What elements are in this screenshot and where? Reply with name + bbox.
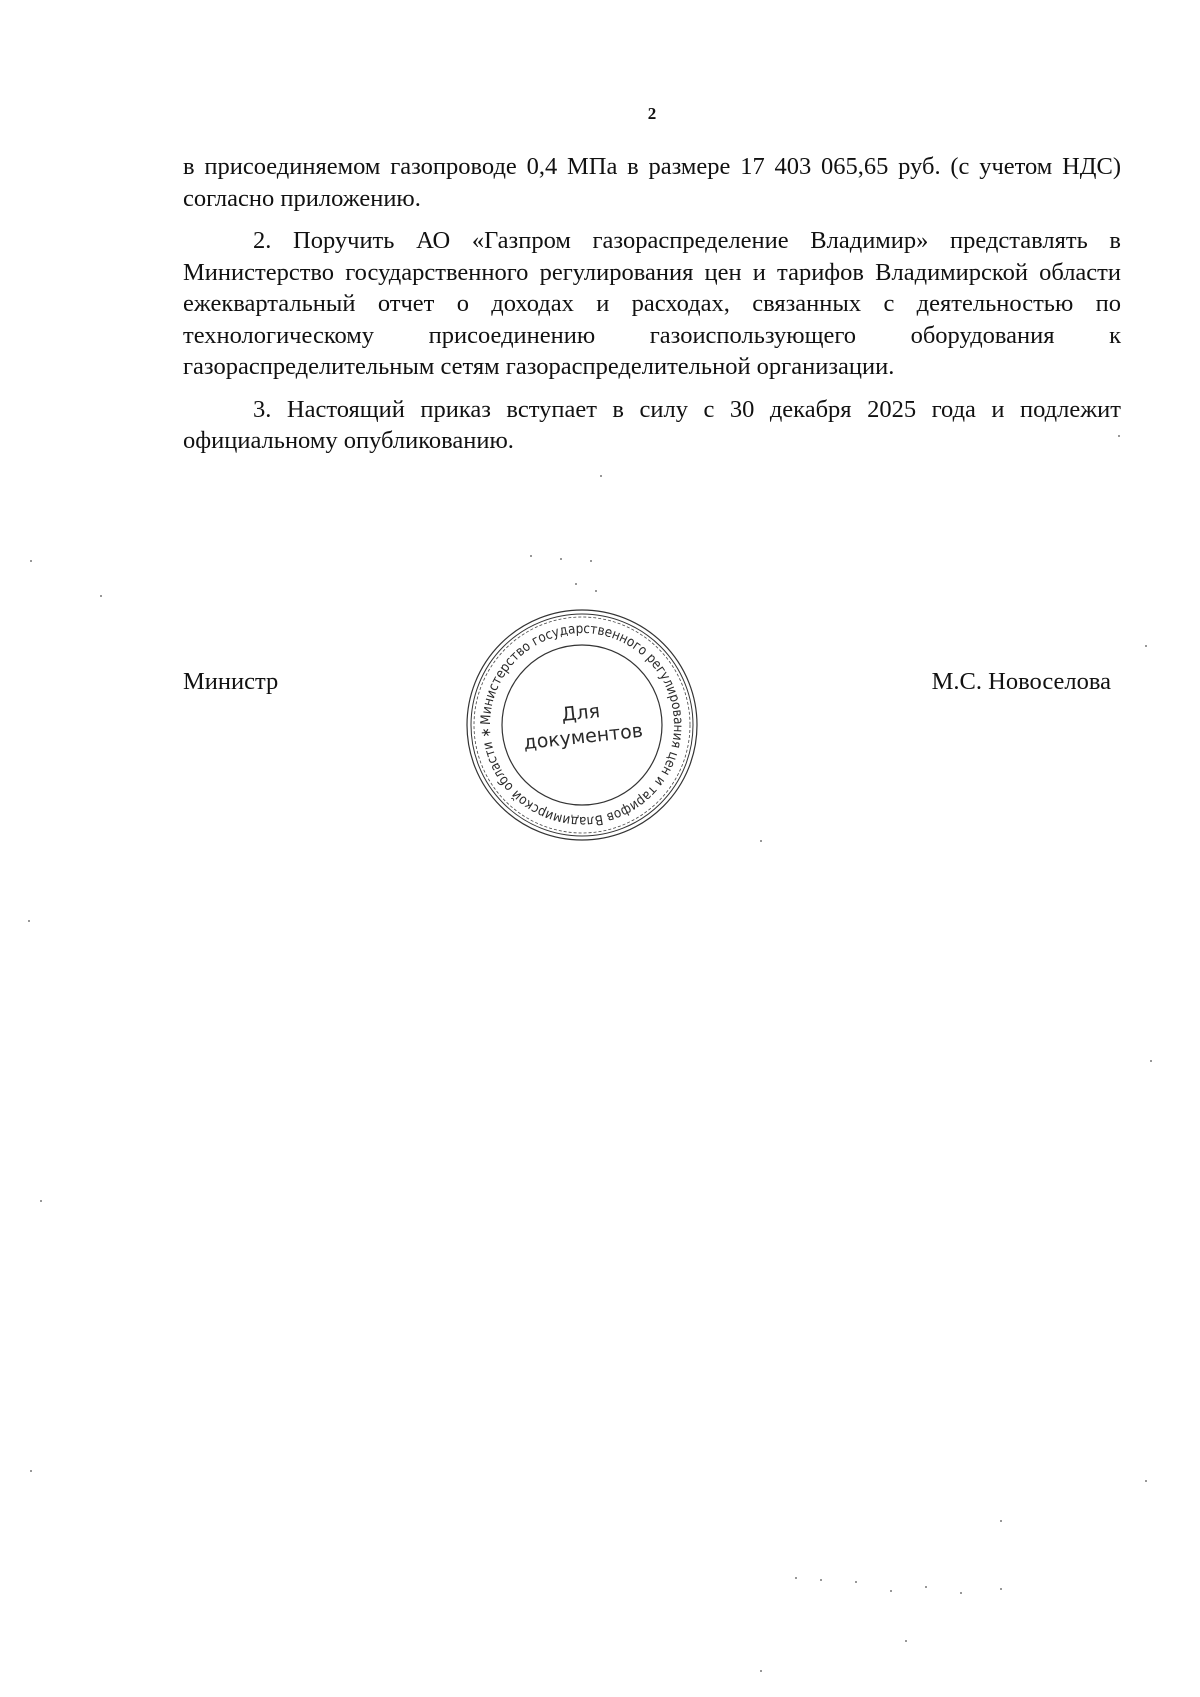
seal-center-line-2: документов	[522, 719, 644, 755]
official-seal-stamp	[462, 605, 702, 845]
scan-speck	[905, 1640, 907, 1642]
scan-speck	[600, 475, 602, 477]
paragraph-2: 2. Поручить АО «Газпром газораспределение Владимир» представлять в Министерство государственного регулирования цен и тарифов Владимирской области ежеквартальный отчет о доходах и расходах, связанных с деятельностью по технологическому присоединению газоиспользующего оборудования к газораспределительным сетям газораспределительной организации.	[183, 227, 1121, 380]
scan-speck	[30, 560, 32, 562]
scan-speck	[760, 840, 762, 842]
scan-speck	[560, 558, 562, 560]
scan-speck	[760, 1670, 762, 1672]
scan-speck	[100, 595, 102, 597]
scan-speck	[960, 1592, 962, 1594]
scan-speck	[1145, 645, 1147, 647]
scan-speck	[30, 1470, 32, 1472]
scan-speck	[820, 1579, 822, 1581]
scan-speck	[530, 555, 532, 557]
seal-ring-text: Министерство государственного регулирования цен и тарифов Владимирской области ∗	[477, 620, 687, 830]
document-body	[183, 151, 1121, 468]
scan-speck	[855, 1581, 857, 1583]
scan-speck	[590, 560, 592, 562]
scan-speck	[595, 590, 597, 592]
scan-speck	[1000, 1588, 1002, 1590]
seal-center-text	[450, 593, 714, 857]
page-number: 2	[647, 104, 657, 123]
scan-speck	[28, 920, 30, 922]
paragraph-3: 3. Настоящий приказ вступает в силу с 30 декабря 2025 года и подлежит официальному опубликованию.	[183, 395, 1121, 454]
scan-speck	[1150, 1060, 1152, 1062]
scan-speck	[890, 1590, 892, 1592]
signatory-title: Министр	[183, 668, 279, 695]
scan-speck	[1118, 435, 1120, 437]
scan-speck	[575, 583, 577, 585]
scan-speck	[1145, 1480, 1147, 1482]
scan-speck	[925, 1586, 927, 1588]
scan-speck	[795, 1577, 797, 1579]
scan-speck	[1000, 1520, 1002, 1522]
scan-speck	[40, 1200, 42, 1202]
paragraph-1: в присоединяемом газопроводе 0,4 МПа в размере 17 403 065,65 руб. (с учетом НДС) согласно приложению.	[183, 153, 1121, 212]
signatory-name: М.С. Новоселова	[931, 668, 1111, 695]
seal-center-line-1: Для	[560, 700, 601, 727]
